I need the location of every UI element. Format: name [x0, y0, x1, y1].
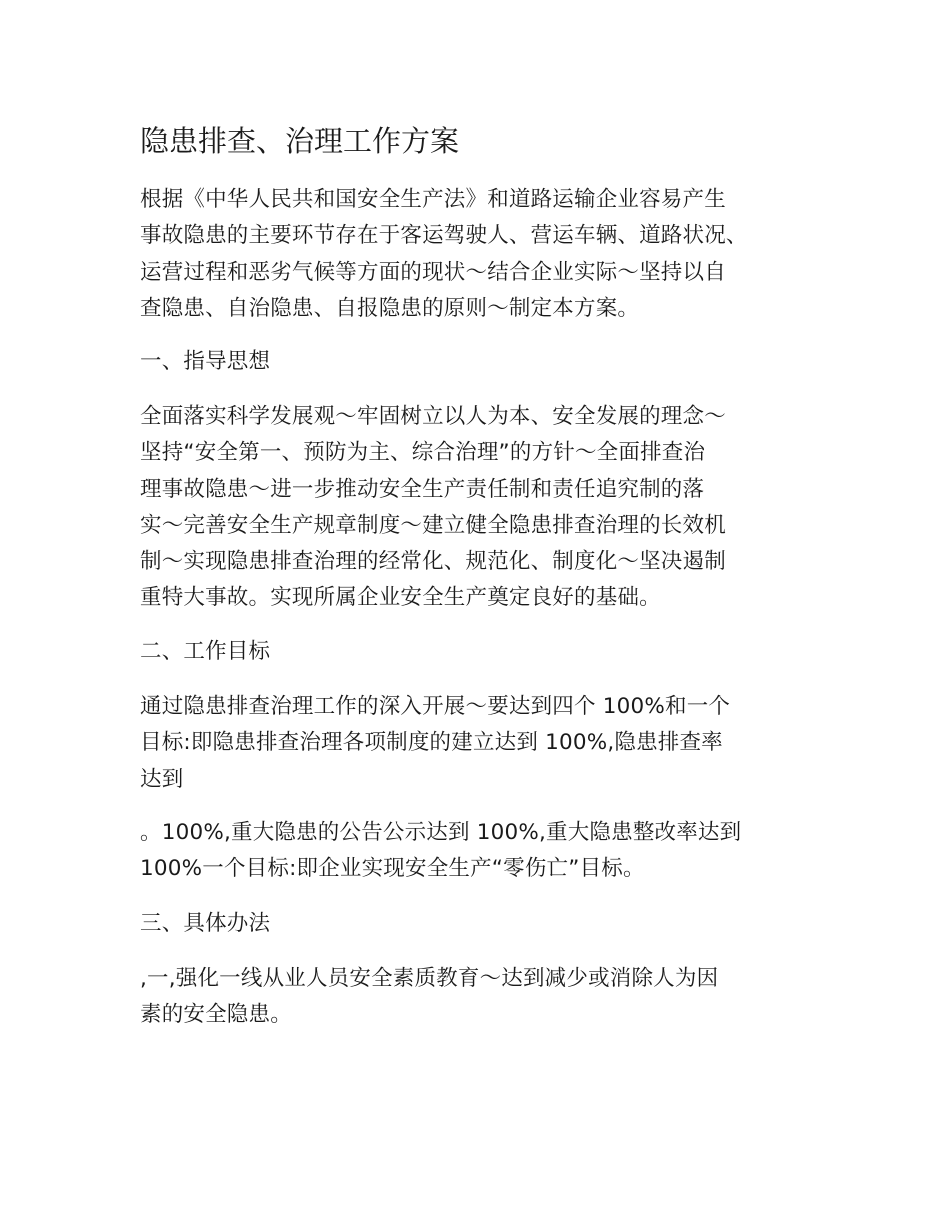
section-heading-work-goals: [140, 634, 270, 670]
text-line: 全面落实科学发展观～牢固树立以人为本、安全发展的理念～: [140, 404, 726, 429]
intro-paragraph: [140, 182, 748, 327]
text-line: 。100%,重大隐患的公告公示达到 100%,重大隐患整改率达到: [140, 820, 742, 845]
text-line: 坚持“安全第一、预防为主、综合治理”的方针～全面排查治: [140, 440, 706, 466]
text-line: 100%一个目标:即企业实现安全生产“零伤亡”目标。: [140, 856, 645, 882]
text-line: 达到: [140, 766, 184, 792]
text-line: 根据《中华人民共和国安全生产法》和道路运输企业容易产生: [140, 187, 726, 212]
text-line: 运营过程和恶劣气候等方面的现状～结合企业实际～坚持以自: [140, 259, 726, 285]
section-heading: 二、工作目标: [140, 639, 271, 664]
text-line: 重特大事故。实现所属企业安全生产奠定良好的基础。: [140, 585, 661, 611]
section-heading: 三、具体办法: [140, 911, 271, 936]
section-heading: 一、指导思想: [140, 349, 271, 374]
work-goals-paragraph-continued: [140, 815, 741, 888]
guiding-thought-paragraph: [140, 399, 726, 617]
text-line: 实～完善安全生产规章制度～建立健全隐患排查治理的长效机: [140, 512, 726, 538]
text-line: ,一,强化一线从业人员安全素质教育～达到减少或消除人为因: [140, 966, 719, 991]
document-title: 隐患排查、治理工作方案: [140, 124, 460, 158]
text-line: 通过隐患排查治理工作的深入开展～要达到四个 100%和一个: [140, 694, 731, 719]
text-line: 素的安全隐患。: [140, 1002, 292, 1028]
text-line: 事故隐患的主要环节存在于客运驾驶人、营运车辆、道路状况、: [140, 223, 748, 249]
work-goals-paragraph: [140, 689, 730, 798]
specific-measures-paragraph: [140, 961, 718, 1034]
text-line: 理事故隐患～进一步推动安全生产责任制和责任追究制的落: [140, 476, 705, 502]
text-line: 制～实现隐患排查治理的经常化、规范化、制度化～坚决遏制: [140, 549, 726, 575]
section-heading-guiding-thought: [140, 344, 270, 380]
text-line: 目标:即隐患排查治理各项制度的建立达到 100%,隐患排查率: [140, 730, 723, 756]
section-heading-specific-measures: [140, 906, 270, 942]
text-line: 查隐患、自治隐患、自报隐患的原则～制定本方案。: [140, 295, 640, 321]
